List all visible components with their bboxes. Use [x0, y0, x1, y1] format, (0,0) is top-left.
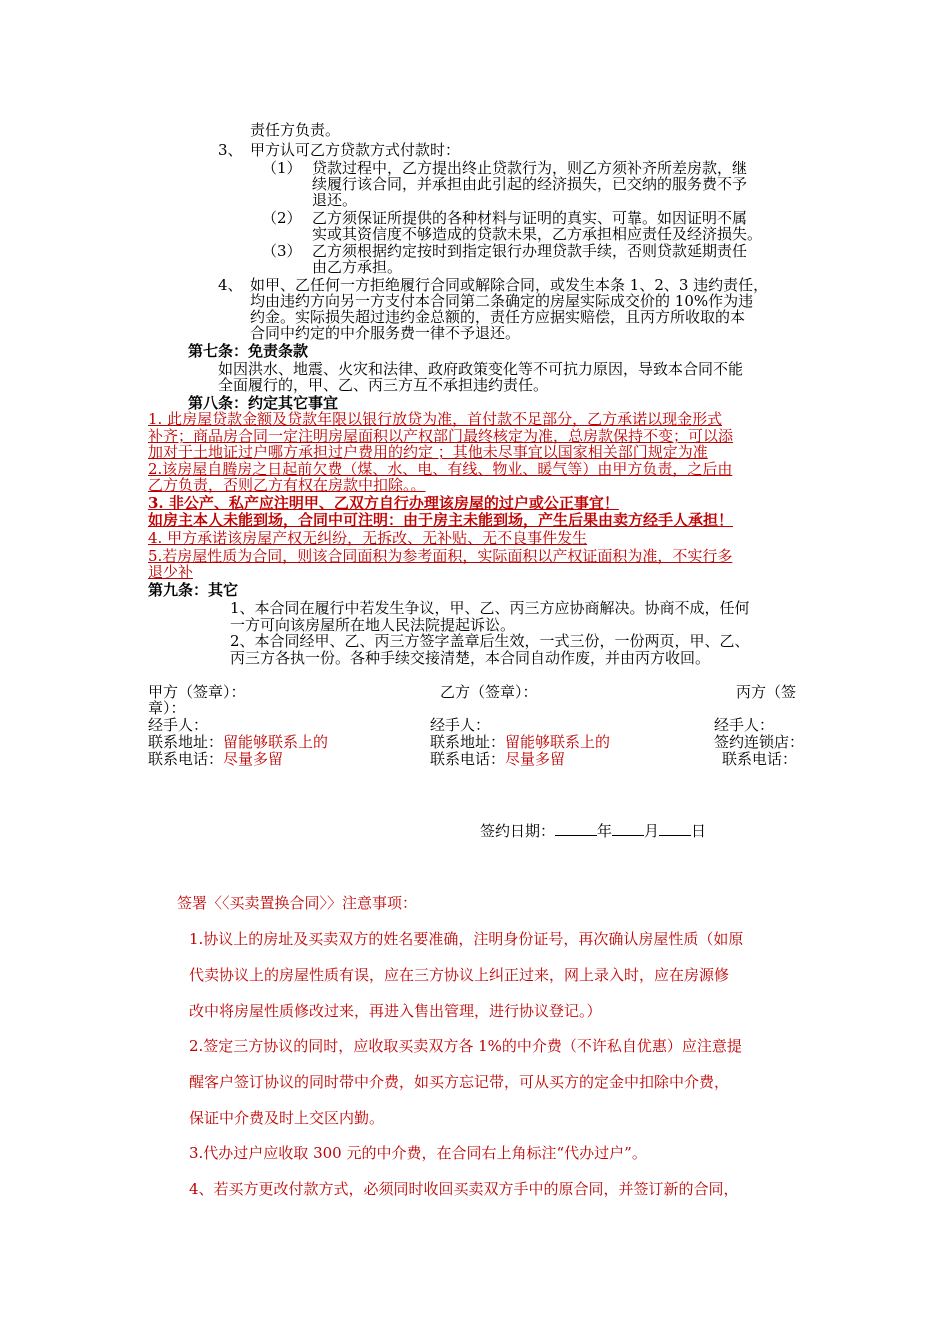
phone-hint: 尽量多留	[505, 750, 566, 768]
address-hint: 留能够联系上的	[505, 733, 611, 751]
art6-sub2-line: 乙方须保证所提供的各种材料与证明的真实、可靠。如因证明不属	[312, 209, 748, 227]
party-c-agent: 经手人：	[714, 716, 775, 734]
art7-line: 如因洪水、地震、火灾和法律、政府政策变化等不可抗力原因，导致本合同不能	[218, 360, 744, 378]
year-label: 年	[597, 822, 613, 840]
party-b-address	[430, 734, 610, 751]
art8-item1-line: 1. 此房屋贷款金额及贷款年限以银行放贷为准，首付款不足部分，乙方承诺以现金形式	[148, 410, 723, 428]
art8-item4: 4. 甲方承诺该房屋产权无纠纷，无拆改、无补贴、无不良事件发生	[148, 529, 588, 547]
sign-date	[480, 821, 706, 840]
art6-item4-num: 4、	[218, 276, 243, 294]
art7-heading: 第七条：免责条款	[188, 342, 309, 360]
art6-item3-num: 3、	[218, 141, 243, 159]
art8-item3-line: 3. 非公产、私产应注明甲、乙双方自行办理该房屋的过户或公正事宜！	[148, 494, 619, 512]
art8-item1-line: 加对于土地证过户哪方承担过户费用的约定 ；其他未尽事宜以国家相关部门规定为准	[148, 443, 708, 461]
art9-heading: 第九条：其它	[148, 581, 239, 599]
art6-sub1-line: 贷款过程中，乙方提出终止贷款行为，则乙方须补齐所差房款，继	[312, 159, 748, 177]
art6-item3-text: 甲方认可乙方贷款方式付款时：	[250, 141, 461, 159]
month-blank[interactable]	[612, 821, 644, 836]
party-c-sign-label: 丙方（签	[736, 683, 797, 701]
art9-line: 丙三方各执一份。各种手续交接清楚，本合同自动作废，并由丙方收回。	[230, 649, 711, 667]
note-4: 4、若买方更改付款方式，必须同时收回买卖双方手中的原合同，并签订新的合同，	[189, 1180, 739, 1198]
art6-sub3-num: （3）	[262, 242, 302, 260]
note-1-line: 改中将房屋性质修改过来，再进入售出管理，进行协议登记。）	[189, 1002, 602, 1020]
phone-label: 联系电话：	[148, 750, 224, 768]
phone-hint: 尽量多留	[223, 750, 284, 768]
art9-line: 1、本合同在履行中若发生争议，甲、乙、丙三方应协商解决。协商不成，任何	[230, 599, 750, 617]
day-blank[interactable]	[659, 821, 691, 836]
art6-cont-line: 责任方负责。	[250, 121, 341, 139]
art6-sub2-num: （2）	[262, 209, 302, 227]
note-3: 3.代办过户应收取 300 元的中介费，在合同右上角标注“代办过户”。	[189, 1144, 647, 1162]
notes-title: 签署〈〈买卖置换合同〉〉注意事项：	[177, 894, 418, 912]
art6-sub1-line: 续履行该合同，并承担由此引起的经济损失，已交纳的服务费不予	[312, 175, 748, 193]
note-2-line: 2.签定三方协议的同时，应收取买卖双方各 1%的中介费（不许私自优惠）应注意提	[189, 1037, 742, 1055]
art8-item5-line: 5.若房屋性质为合同，则该合同面积为参考面积，实际面积以产权证面积为准，不实行多	[148, 547, 733, 565]
art6-sub3-line: 由乙方承担。	[312, 258, 403, 276]
art6-item4-line: 均由违约方向另一方支付本合同第二条确定的房屋实际成交价的 10%作为违	[250, 292, 754, 310]
art6-item4-line: 合同中约定的中介服务费一律不予退还。	[250, 324, 521, 342]
art6-sub1-line: 退还。	[312, 191, 358, 209]
art6-sub1-num: （1）	[262, 159, 302, 177]
address-hint: 留能够联系上的	[223, 733, 329, 751]
art9-line: 2、本合同经甲、乙、丙三方签字盖章后生效，一式三份，一份两页，甲、乙、	[230, 632, 750, 650]
party-c-sign-label-cont: 章）：	[148, 699, 186, 717]
year-blank[interactable]	[555, 821, 597, 836]
note-2-line: 醒客户签订协议的同时带中介费，如买方忘记带，可从买方的定金中扣除中介费，	[189, 1073, 730, 1091]
art8-item3-line: 如房主本人未能到场，合同中可注明：由于房主未能到场，产生后果由卖方经手人承担！	[148, 511, 734, 529]
art6-item4-line: 如甲、乙任何一方拒绝履行合同或解除合同，或发生本条 1、2、3 违约责任，	[250, 276, 769, 294]
art8-item5-line: 退少补	[148, 563, 194, 581]
party-a-agent: 经手人：	[148, 716, 209, 734]
party-b-phone	[430, 751, 565, 768]
address-label: 联系地址：	[430, 733, 506, 751]
art8-item2-line: 2.该房屋自腾房之日起前欠费（煤、水、电、有线、物业、暖气等）由甲方负责，之后由	[148, 460, 733, 478]
party-a-address	[148, 734, 328, 751]
art6-sub2-line: 实或其资信度不够造成的贷款未果，乙方承担相应责任及经济损失。	[312, 225, 763, 243]
art8-heading: 第八条：约定其它事宜	[188, 394, 339, 412]
day-label: 日	[691, 822, 707, 840]
party-a-sign-label: 甲方（签章）：	[148, 683, 246, 701]
party-c-store: 签约连锁店：	[714, 733, 805, 751]
party-b-agent: 经手人：	[430, 716, 491, 734]
sign-date-label: 签约日期：	[480, 822, 556, 840]
note-1-line: 代卖协议上的房屋性质有误，应在三方协议上纠正过来，网上录入时，应在房源修	[189, 966, 730, 984]
phone-label: 联系电话：	[430, 750, 506, 768]
party-a-phone	[148, 751, 283, 768]
art6-sub3-line: 乙方须根据约定按时到指定银行办理贷款手续，否则贷款延期责任	[312, 242, 748, 260]
art8-item2-line: 乙方负责，否则乙方有权在房款中扣除。。	[148, 476, 426, 494]
party-c-phone: 联系电话：	[722, 750, 798, 768]
month-label: 月	[644, 822, 660, 840]
party-b-sign-label: 乙方（签章）：	[440, 683, 538, 701]
note-1-line: 1.协议上的房址及买卖双方的姓名要准确，注明身份证号，再次确认房屋性质（如原	[189, 930, 744, 948]
art7-line: 全面履行的，甲、乙、丙三方互不承担违约责任。	[218, 376, 549, 394]
art8-item1-line: 补齐；商品房合同一定注明房屋面积以产权部门最终核定为准，总房款保持不变；可以添	[148, 427, 734, 445]
art6-item4-line: 约金。实际损失超过违约金总额的，责任方应据实赔偿，且丙方所收取的本	[250, 308, 746, 326]
art9-line: 一方可向该房屋所在地人民法院提起诉讼。	[230, 616, 516, 634]
note-2-line: 保证中介费及时上交区内勤。	[189, 1109, 385, 1127]
address-label: 联系地址：	[148, 733, 224, 751]
